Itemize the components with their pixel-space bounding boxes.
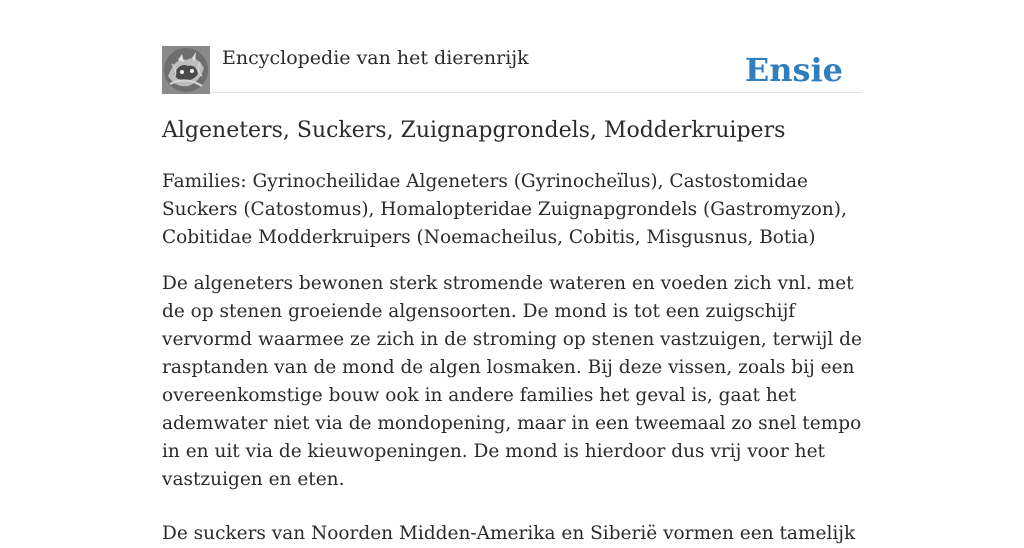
animal-engraving-avatar-icon[interactable] (162, 46, 210, 94)
article (162, 114, 862, 548)
article-title: Algeneters, Suckers, Zuignapgrondels, Modderkruipers (162, 118, 786, 143)
site-title[interactable]: Encyclopedie van het dierenrijk (222, 47, 529, 69)
article-paragraph: De suckers van Noorden Midden-Amerika en Siberië vormen een tamelijk (162, 523, 856, 544)
brand-logo[interactable]: Ensie (744, 51, 843, 89)
article-paragraph: De algeneters bewonen sterk stromende wateren en voeden zich vnl. met de op stenen groeiende algensoorten. De mond is tot een zuigschijf vervormd waarmee ze zich in de stroming op stenen vastzuigen, terwijl de rasptanden van de mond de algen losmaken. Bij deze vissen, zoals bij een overeenkomstige bouw ook in andere families het geval is, gaat het ademwater niet via de mondopening, maar in een tweemaal zo snel tempo in en uit via de kieuwopeningen. De mond is hierdoor dus vrij voor het vastzuigen en eten. (162, 273, 862, 490)
site-header (162, 46, 862, 93)
page (162, 0, 862, 544)
article-paragraph: Families: Gyrinocheilidae Algeneters (Gyrinocheïlus), Castostomidae Suckers (Catostomus), Homalopteridae Zuignapgrondels (Gastromyzon), Cobitidae Modderkruipers (Noemacheilus, Cobitis, Misgusnus, Botia) (162, 171, 847, 248)
